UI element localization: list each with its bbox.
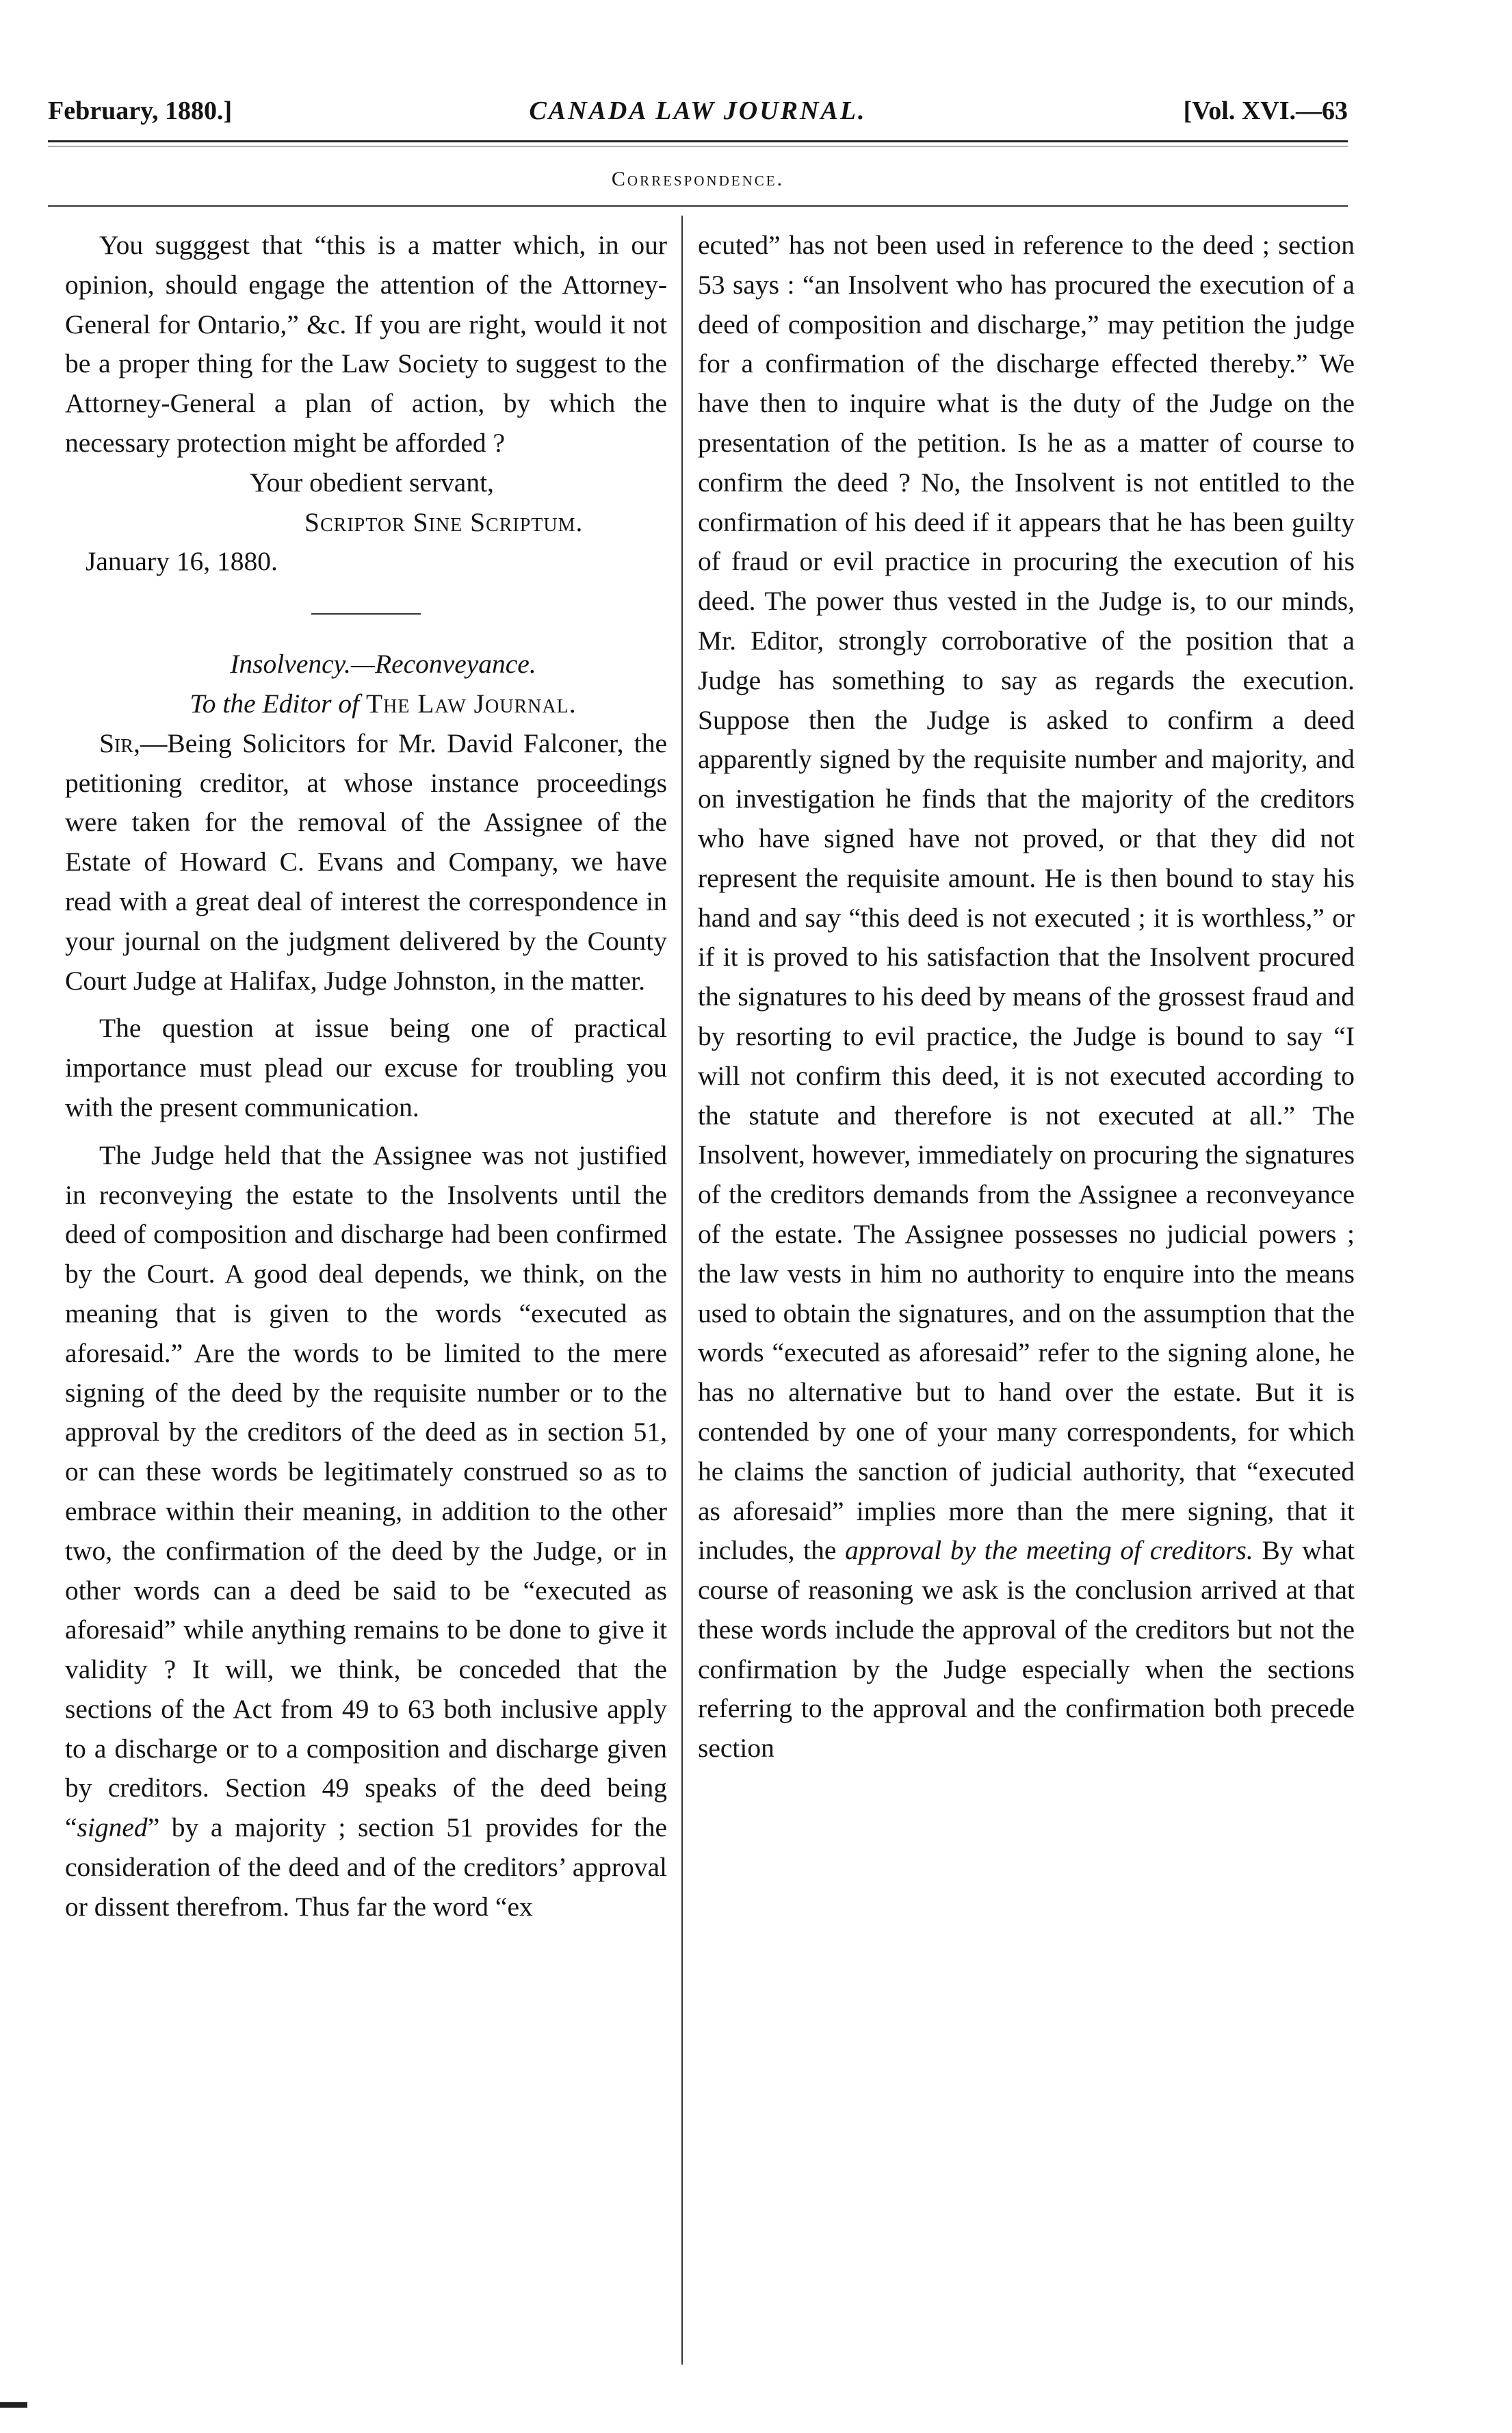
header-volume: [Vol. XVI.—63: [1183, 96, 1348, 125]
right-column: [698, 226, 1355, 1768]
letter1-signature: Scriptor Sine Scriptum.: [304, 506, 584, 537]
right-text-emphasis: approval by the meeting of creditors.: [845, 1535, 1253, 1566]
left-column: [65, 226, 667, 1927]
right-text-a: ecuted” has not been used in reference to the deed ; section 53 says : “an Insolvent who has procured the execution of a deed of composition and discharge,” may petition the judge for a confirmation of the discharge effected thereby.” We have then to inquire what is the duty of the Judge on the presentation of the petition. Is he as a matter of course to confirm the deed ? No, the Insolvent is not entitled to the confirmation of his deed if it appears that he has been guilty of fraud or evil practice in procuring the execution of his deed. The power thus vested in the Judge is, to our minds, Mr. Editor, strongly corroborative of the position that a Judge has something to say as regards the execution. Suppose then the Judge is asked to confirm a deed apparently signed by the requisite number and majority, and on investigation he finds that the majority of the creditors who have signed have not proved, or that they did not represent the requisite amount. He is then bound to stay his hand and say “this deed is not executed ; it is worthless,” or if it is proved to his satisfaction that the Insolvent procured the signatures to his deed by means of the grossest fraud and by resorting to evil practice, the Judge is bound to say “I will not confirm this deed, it is not executed according to the statute and therefore is not executed at all.” The Insolvent, however, immediately on procuring the signatures of the creditors demands from the Assignee a reconveyance of the estate. The Assignee possesses no judicial powers ; the law vests in him no authority to enquire into the means used to obtain the signatures, and on the assumption that the words “executed as aforesaid” refer to the signing alone, he has no alternative but to hand over the estate. But it is contended by one of your many correspondents, for which he claims the sanction of judicial authority, that “executed as aforesaid” implies more than the mere signing, that it includes, the: [698, 230, 1355, 1566]
right-text-b: By what course of reasoning we ask is the conclusion arrived at that these words include the approval of the creditors but not the confirmation by the Judge especially when the sections referring to the approval and the confirmation both precede section: [698, 1535, 1355, 1764]
right-column-paragraph: [698, 226, 1355, 1768]
letter2-addressee: [65, 684, 667, 724]
running-header: [48, 96, 1348, 137]
salutation: Sir,: [99, 728, 140, 758]
letter1-closing: Your obedient servant,: [250, 467, 494, 498]
header-date: February, 1880.]: [48, 96, 233, 125]
page-edge-mark: [0, 2402, 27, 2408]
section-rule: [48, 205, 1348, 207]
addressee-prefix: To the Editor of: [190, 688, 360, 719]
header-journal-title: CANADA LAW JOURNAL.: [529, 96, 867, 125]
paragraph-3-text-a: The Judge held that the Assignee was not justified in reconveying the estate to the Insolvents until the deed of composition and discharge had been confirmed by the Court. A good deal depends, we think, on the meaning that is given to the words “executed as aforesaid.” Are the words to be limited to the mere signing of the deed by the requisite number or to the approval by the creditors of the deed as in section 51, or can these words be legitimately construed so as to embrace within their meaning, in addition to the other two, the confirmation of the deed by the Judge, or in other words can a deed be said to be “executed as aforesaid” while anything remains to be done to give it validity ? It will, we think, be conceded that the sections of the Act from 49 to 63 both inclusive apply to a discharge or to a composition and discharge given by creditors. Section 49 speaks of the deed being “: [65, 1140, 667, 1843]
letter2-subhead: Insolvency.—Reconveyance.: [230, 649, 536, 680]
letter2-paragraph-3: [65, 1136, 667, 1927]
paragraph-3-text-b: ” by a majority ; section 51 provides for the consideration of the deed and of the creditors’ approval or dissent therefrom. Thus far the word “ex: [65, 1812, 667, 1922]
header-rule-thick: [48, 140, 1348, 142]
paragraph-3-signed: signed: [77, 1812, 148, 1843]
letter1-paragraph: You sugggest that “this is a matter which, in our opinion, should engage the attention of the Attorney-General for Ontario,” &c. If you are right, would it not be a proper thing for the Law Society to suggest to the Attorney-General a plan of action, by which the necessary protection might be afforded ?: [65, 230, 667, 458]
letter-separator: [311, 613, 421, 615]
section-title: Correspondence.: [611, 168, 785, 190]
letter2-paragraph-2: The question at issue being one of practical importance must plead our excuse for troubling you with the present communication.: [65, 1013, 667, 1122]
column-divider: [681, 216, 683, 2365]
addressee-journal: The Law Journal.: [365, 688, 577, 719]
paragraph-1-text: —Being Solicitors for Mr. David Falconer, the petitioning creditor, at whose instance proceedings were taken for the removal of the Assignee of the Estate of Howard C. Evans and Company, we have read with a great deal of interest the correspondence in your journal on the judgment delivered by the County Court Judge at Halifax, Judge Johnston, in the matter.: [65, 728, 667, 996]
letter2-paragraph-1: [65, 724, 667, 1001]
letter1-date: January 16, 1880.: [86, 546, 278, 577]
